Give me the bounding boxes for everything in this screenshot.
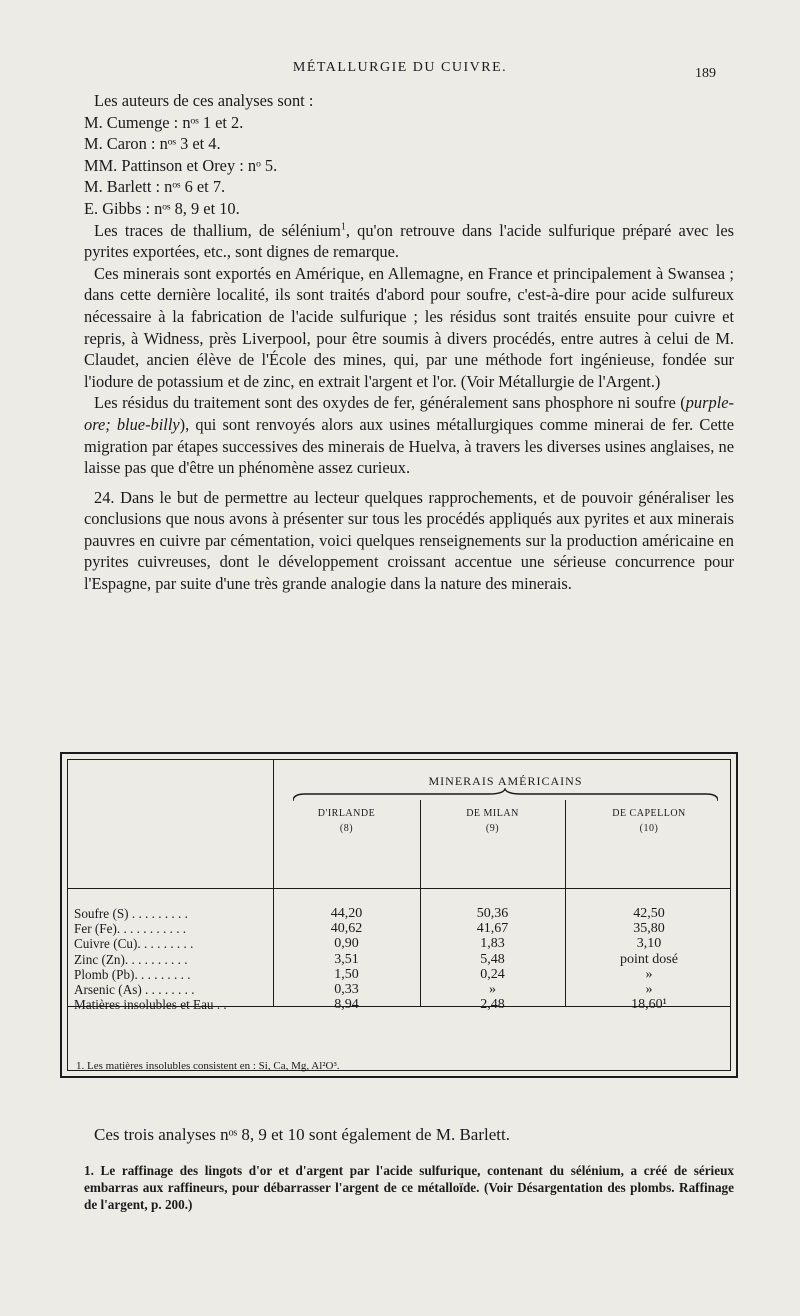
body-text	[84, 90, 734, 595]
group-brace	[293, 788, 718, 802]
table-cell: »	[489, 982, 496, 998]
table-cell: 3,10	[636, 936, 662, 952]
table-cell: 44,20	[330, 906, 363, 921]
row-label: Plomb (Pb). . . . . . . . .	[74, 966, 191, 982]
page-number: 189	[695, 66, 716, 81]
column-header-milan	[420, 806, 565, 836]
column-values-milan	[420, 906, 565, 1012]
analysis-table	[60, 752, 738, 1078]
table-cell: 0,24	[480, 966, 505, 982]
page-footnote: 1. Le raffinage des lingots d'or et d'argent par l'acide sulfurique, contenant du sélénium, a créé de sérieux embarras aux raffineurs, pour débarrasser l'argent de ce métalloïde. (Voir Désargentation des plombs. Raffinage de l'argent, p. 200.)	[84, 1163, 734, 1212]
paragraph-residues-start: Les résidus du traitement sont des oxydes de fer, généralement sans phosphore ni soufre (	[94, 393, 686, 413]
table-cell: point dosé	[620, 951, 678, 967]
table-cell: 2,48	[480, 997, 505, 1013]
running-title: MÉTALLURGIE DU CUIVRE.	[292, 60, 508, 75]
column-number: (9)	[485, 823, 500, 834]
column-name: DE MILAN	[466, 808, 519, 819]
paragraph-section-24: 24. Dans le but de permettre au lecteur quelques rapprochements, et de pouvoir généraliser les conclusions que nous avons à présenter sur tous les procédés appliqués aux pyrites et aux minerais pauvres en cuivre par cémentation, voici quelques renseignements sur la production américaine en pyrites cuivreuses, dont le développement croissant accentue une sérieuse concurrence pour l'Espagne, par suite d'une très grande analogie dans la nature des minerais.	[84, 487, 734, 594]
column-values-capellon	[565, 906, 733, 1012]
table-note: 1. Les matières insolubles consistent en : Si, Ca, Mg, Al²O³.	[76, 1060, 340, 1072]
column-name: DE CAPELLON	[612, 808, 686, 819]
table-cell: »	[645, 982, 653, 998]
author-line: M. Barlett : nᵒˢ 6 et 7.	[84, 177, 226, 197]
row-label: Cuivre (Cu). . . . . . . . .	[74, 936, 194, 952]
table-cell: 40,62	[330, 921, 363, 937]
column-values-irlande	[273, 906, 420, 1012]
paragraph-residues	[84, 392, 734, 478]
paragraph-residues-end: ), qui sont renvoyés alors aux usines métallurgiques comme minerai de fer. Cette migration par étapes successives des minerais de Huelva, à travers les diverses usines anglaises, ne laisse pas que d'être un phénomène assez curieux.	[84, 414, 734, 478]
table-cell: 1,50	[334, 966, 359, 982]
author-line: MM. Pattinson et Orey : nᵒ 5.	[84, 155, 278, 175]
paragraph-after-table: Ces trois analyses nᵒˢ 8, 9 et 10 sont également de M. Barlett.	[94, 1125, 510, 1144]
row-label: Zinc (Zn). . . . . . . . . .	[74, 951, 188, 967]
paragraph-traces-end: , qu'on retrouve dans l'acide sulfurique préparé avec les pyrites exportées, etc., sont dignes de remarque.	[84, 220, 734, 262]
table-cell: 35,80	[633, 921, 665, 937]
header-rule	[68, 888, 730, 889]
row-label: Soufre (S) . . . . . . . . .	[74, 906, 188, 921]
page-header	[0, 58, 800, 82]
row-label: Fer (Fe). . . . . . . . . . .	[74, 921, 187, 937]
author-line: M. Caron : nᵒˢ 3 et 4.	[84, 134, 221, 154]
column-number: (8)	[339, 823, 354, 834]
paragraph-traces-start: Les traces de thallium, de sélénium	[94, 220, 341, 240]
table-cell: 0,33	[334, 982, 359, 998]
paragraph-authors-intro: Les auteurs de ces analyses sont :	[94, 91, 314, 110]
column-header-irlande	[273, 806, 420, 836]
table-cell: »	[645, 966, 653, 982]
author-line: E. Gibbs : nᵒˢ 8, 9 et 10.	[84, 198, 240, 218]
row-labels	[74, 906, 279, 1012]
table-cell: 18,60¹	[631, 997, 667, 1013]
table-cell: 8,94	[334, 997, 359, 1013]
table-cell: 0,90	[334, 936, 359, 952]
column-name: D'IRLANDE	[317, 808, 376, 819]
row-label: Matières insolubles et Eau . .	[74, 997, 227, 1013]
author-line: M. Cumenge : nᵒˢ 1 et 2.	[84, 112, 244, 132]
table-cell: 50,36	[476, 906, 509, 921]
table-group-title: MINERAIS AMÉRICAINS	[428, 774, 583, 788]
column-header-capellon	[565, 806, 733, 836]
table-cell: 1,83	[480, 936, 505, 952]
paragraph-traces	[84, 220, 734, 263]
table-cell: 5,48	[480, 951, 505, 967]
table-frame	[67, 759, 731, 1071]
table-cell: 42,50	[633, 906, 665, 921]
footnote-marker: 1	[340, 221, 346, 233]
table-cell: 3,51	[334, 951, 359, 967]
table-cell: 41,67	[476, 921, 509, 937]
paragraph-residues-italic: purple-ore; blue-billy	[84, 393, 734, 434]
paragraph-exports: Ces minerais sont exportés en Amérique, en Allemagne, en France et principalement à Swansea ; dans cette dernière localité, ils sont traités d'abord pour soufre, c'est-à-dire pour acide sulfureux nécessaire à la fabrication de l'acide sulfurique ; les résidus sont traités ensuite pour cuivre et repris, à Widness, près Liverpool, pour être soumis à divers procédés, entre autres à celui de M. Claudet, ancien élève de l'École des mines, qui, par une méthode fort ingénieuse, fondée sur l'iodure de potassium et de zinc, en extrait l'argent et l'or. (Voir Métallurgie de l'Argent.)	[84, 263, 734, 391]
row-label: Arsenic (As) . . . . . . . .	[74, 982, 195, 998]
column-number: (10)	[639, 823, 659, 834]
